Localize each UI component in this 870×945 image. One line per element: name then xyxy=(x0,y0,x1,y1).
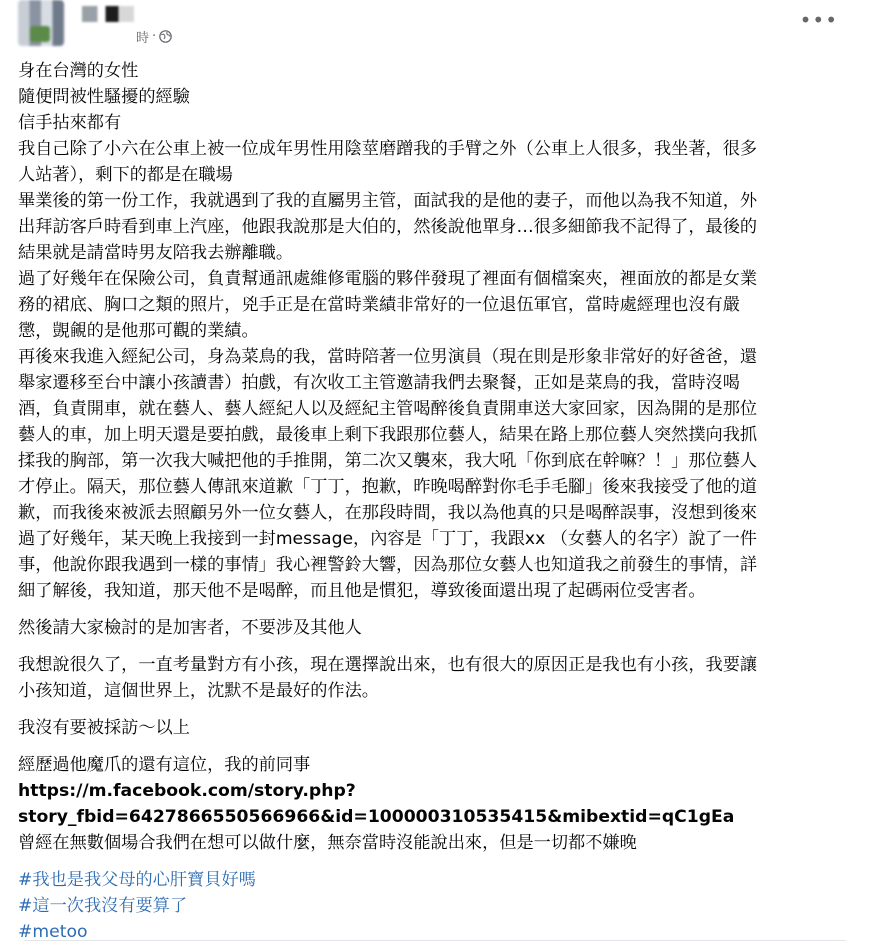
text-line: 懲，覬覦的是他那可觀的業績。 xyxy=(18,321,259,341)
text-line: 結果就是請當時男友陪我去辦離職。 xyxy=(18,243,294,263)
hashtag-list xyxy=(18,867,858,945)
text-line: 人站著），剩下的都是在職場 xyxy=(18,165,233,185)
text-line: 過了好幾年在保險公司，負責幫通訊處維修電腦的夥伴發現了裡面有個檔案夾，裡面放的都是女業 xyxy=(18,269,758,289)
story-link-line-1[interactable]: https://m.facebook.com/story.php? xyxy=(18,781,356,801)
text-line: 我想說很久了，一直考量對方有小孩，現在選擇說出來，也有很大的原因正是我也有小孩，我要讓 xyxy=(18,655,758,675)
text-line: 舉家遷移至台中讓小孩讀書）拍戲，有次收工主管邀請我們去聚餐，正如是菜鳥的我，當時沒喝 xyxy=(18,373,740,393)
globe-icon xyxy=(159,30,172,43)
text-line: 我自己除了小六在公車上被一位成年男性用陰莖磨蹭我的手臂之外（公車上人很多，我坐著，很多 xyxy=(18,139,758,159)
text-line: 信手拈來都有 xyxy=(18,113,122,133)
hashtag-link[interactable]: #我也是我父母的心肝寶貝好嗎 xyxy=(18,870,256,890)
post-meta: 時 · xyxy=(136,27,172,46)
text-line: 再後來我進入經紀公司，身為菜鳥的我，當時陪著一位男演員（現在則是形象非常好的好爸爸，還 xyxy=(18,347,758,367)
post-body xyxy=(18,58,858,945)
text-line: 小孩知道，這個世界上，沈默不是最好的作法。 xyxy=(18,681,379,701)
timestamp[interactable]: 時 xyxy=(136,31,150,46)
text-line: 我沒有要被採訪～以上 xyxy=(18,718,190,738)
text-line: 經歷過他魔爪的還有這位，我的前同事 xyxy=(18,755,311,775)
text-line: 酒，負責開車，就在藝人、藝人經紀人以及經紀主管喝醉後負責開車送大家回家，因為開的是那位 xyxy=(18,399,758,419)
text-line: 細了解後，我知道，那天他不是喝醉，而且他是慣犯，導致後面還出現了起碼兩位受害者。 xyxy=(18,581,706,601)
post-paragraph-reason xyxy=(18,652,858,704)
post-paragraph-story xyxy=(18,58,858,604)
text-line: 歉，而我後來被派去照顧另外一位女藝人，在那段時間，我以為他真的只是喝醉誤事，沒想到後來 xyxy=(18,503,758,523)
post-paragraph-colleague xyxy=(18,752,858,856)
text-line: 畢業後的第一份工作，我就遇到了我的直屬男主管，面試我的是他的妻子，而他以為我不知道，外 xyxy=(18,191,758,211)
text-line: 揉我的胸部，第一次我大喊把他的手推開，第二次又襲來，我大吼「你到底在幹嘛？！」那位藝人 xyxy=(18,451,758,471)
text-line: 才停止。隔天，那位藝人傳訊來道歉「丁丁，抱歉，昨晚喝醉對你毛手毛腳」後來我接受了他的道 xyxy=(18,477,758,497)
avatar[interactable] xyxy=(18,0,64,46)
text-line: 曾經在無數個場合我們在想可以做什麼，無奈當時沒能說出來，但是一切都不嫌晚 xyxy=(18,833,637,853)
story-link-line-2[interactable]: story_fbid=6427866550566966&id=100000310535415&mibextid=qC1gEa xyxy=(18,807,735,827)
post-paragraph-no-interview xyxy=(18,715,858,741)
text-line: 然後請大家檢討的是加害者，不要涉及其他人 xyxy=(18,618,362,638)
text-line: 身在台灣的女性 xyxy=(18,61,139,81)
divider xyxy=(24,940,846,941)
hashtag-link[interactable]: #這一次我沒有要算了 xyxy=(18,896,188,916)
more-options-button[interactable]: ••• xyxy=(799,8,838,32)
hashtag-link[interactable]: #metoo xyxy=(18,922,88,942)
text-line: 隨便問被性騷擾的經驗 xyxy=(18,87,190,107)
text-line: 藝人的車，加上明天還是要拍戲，最後車上剩下我跟那位藝人，結果在路上那位藝人突然撲向我抓 xyxy=(18,425,758,445)
post-header xyxy=(18,0,858,52)
post-paragraph-accountability xyxy=(18,615,858,641)
text-line: 事，他說你跟我遇到一樣的事情」我心裡警鈴大響，因為那位女藝人也知道我之前發生的事情，詳 xyxy=(18,555,758,575)
text-line: 過了好幾年，某天晚上我接到一封message，內容是「丁丁，我跟xx （女藝人的名字）說了一件 xyxy=(18,529,757,549)
text-line: 務的裙底、胸口之類的照片，兇手正是在當時業績非常好的一位退伍軍官，當時處經理也沒有嚴 xyxy=(18,295,740,315)
text-line: 出拜訪客戶時看到車上汽座，他跟我說那是大伯的，然後說他單身…很多細節我不記得了，最後的 xyxy=(18,217,758,237)
author-name-redacted[interactable] xyxy=(82,6,134,22)
